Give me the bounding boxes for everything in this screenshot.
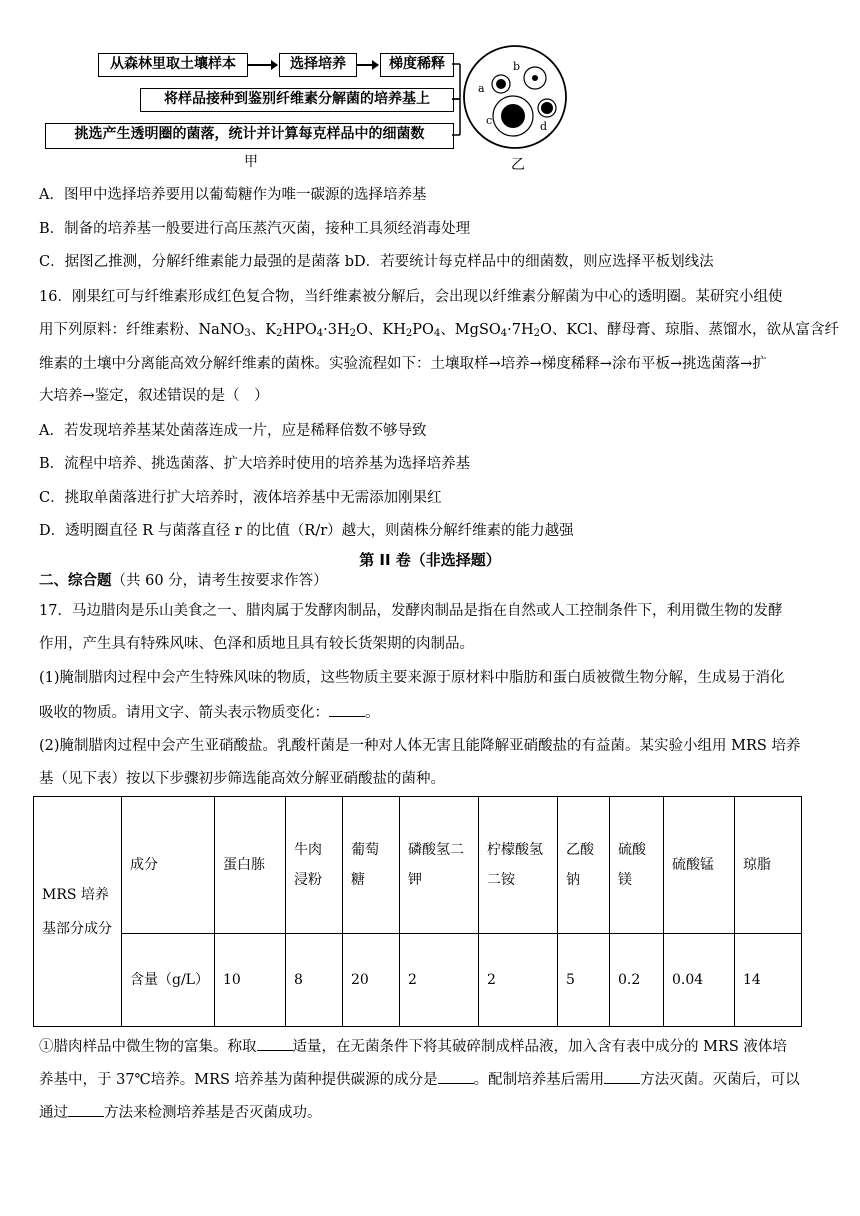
q17-step1-line3: 通过 方法来检测培养基是否灭菌成功。 <box>39 1102 829 1123</box>
answer-blank[interactable] <box>604 1069 640 1084</box>
q17-step1-line1: ①腊肉样品中微生物的富集。称取 适量，在无菌条件下将其破碎制成样品液，加入含有表中成分的 MRS 液体培 <box>39 1036 829 1057</box>
label-d: d <box>540 120 548 133</box>
table-label-amount: 含量（g/L） <box>122 934 215 1027</box>
q16-stem-line3: 维素的土壤中分离能高效分解纤维素的菌株。实验流程如下：土壤取样→培养→梯度稀释→涂布平板→挑选菌落→扩 <box>39 356 767 372</box>
q15-option-b: B．制备的培养基一般要进行高压蒸汽灭菌，接种工具须经消毒处理 <box>39 221 471 237</box>
section-title: 第 II 卷（非选择题） <box>359 551 501 569</box>
label-a: a <box>478 82 485 95</box>
table-cell: 2 <box>400 934 479 1027</box>
section-subtitle: 二、综合题（共 60 分，请考生按要求作答） <box>39 573 328 589</box>
table-cell: 琼脂 <box>735 797 802 934</box>
answer-blank[interactable] <box>438 1069 474 1084</box>
table-label-component: 成分 <box>122 797 215 934</box>
table-cell: 8 <box>286 934 343 1027</box>
q17-part2-line1: (2)腌制腊肉过程中会产生亚硝酸盐。乳酸杆菌是一种对人体无害且能降解亚硝酸盐的有益菌。某实验小组用 MRS 培养 <box>39 738 801 754</box>
table-cell: 乙酸钠 <box>558 797 610 934</box>
table-cell: 硫酸镁 <box>610 797 664 934</box>
table-cell: 20 <box>343 934 400 1027</box>
table-cell: 2 <box>479 934 558 1027</box>
q15-option-c-d: C．据图乙推测，分解纤维素能力最强的是菌落 bD．若要统计每克样品中的细菌数，则应选择平板划线法 <box>39 254 714 270</box>
answer-blank[interactable] <box>329 702 365 717</box>
q15-option-a: A．图甲中选择培养要用以葡萄糖作为唯一碳源的选择培养基 <box>39 187 427 203</box>
flow-box-inoculate: 将样品接种到鉴别纤维素分解菌的培养基上 <box>140 88 454 112</box>
flow-box-selective-culture: 选择培养 <box>279 53 357 77</box>
answer-blank[interactable] <box>68 1102 104 1117</box>
table-cell: 14 <box>735 934 802 1027</box>
q16-stem-line2: 用下列原料：纤维素粉、NaNO$_3$、$K_2HPO_4\cdot 3H_2O$、$KH_2PO_4$、$MgSO_4\cdot 7H_2O$、KCl、酵母膏、琼脂、蒸馏水，欲从富含纤 <box>39 322 840 339</box>
table-cell: 柠檬酸氢二铵 <box>479 797 558 934</box>
flow-connectors <box>0 0 470 160</box>
label-b: b <box>513 60 521 73</box>
answer-blank[interactable] <box>257 1036 293 1051</box>
table-cell: 0.04 <box>664 934 735 1027</box>
petri-dish-yi <box>460 40 580 160</box>
table-cell: 0.2 <box>610 934 664 1027</box>
table-cell: 蛋白胨 <box>215 797 286 934</box>
flow-box-soil-sample: 从森林里取土壤样本 <box>98 53 248 77</box>
label-c: c <box>486 114 493 127</box>
q16-stem-line1: 16．刚果红可与纤维素形成红色复合物，当纤维素被分解后，会出现以纤维素分解菌为中心的透明圈。某研究小组使 <box>39 289 783 305</box>
q16-option-d: D．透明圈直径 R 与菌落直径 r 的比值（R/r）越大，则菌株分解纤维素的能力越强 <box>39 523 574 539</box>
q17-stem-line1: 17．马边腊肉是乐山美食之一、腊肉属于发酵肉制品，发酵肉制品是指在自然或人工控制条件下，利用微生物的发酵 <box>39 603 783 619</box>
q16-stem-line4: 大培养→鉴定，叙述错误的是（ ） <box>39 388 269 404</box>
q17-part1-line2: 吸收的物质。请用文字、箭头表示物质变化： 。 <box>39 702 829 723</box>
table-cell: 10 <box>215 934 286 1027</box>
q17-part1-line1: (1)腌制腊肉过程中会产生特殊风味的物质，这些物质主要来源于原材料中脂肪和蛋白质被微生物分解，生成易于消化 <box>39 670 785 686</box>
q17-part2-line2: 基（见下表）按以下步骤初步筛选能高效分解亚硝酸盐的菌种。 <box>39 771 445 787</box>
table-cell: 磷酸氢二钾 <box>400 797 479 934</box>
caption-jia: 甲 <box>244 154 258 170</box>
q17-stem-line2: 作用，产生具有特殊风味、色泽和质地且具有较长货架期的肉制品。 <box>39 636 474 652</box>
flow-box-select-colonies: 挑选产生透明圈的菌落，统计并计算每克样品中的细菌数 <box>45 123 454 149</box>
q16-option-c: C．挑取单菌落进行扩大培养时，液体培养基中无需添加刚果红 <box>39 490 442 506</box>
flow-box-gradient-dilution: 梯度稀释 <box>380 53 454 77</box>
table-cell: 葡萄糖 <box>343 797 400 934</box>
q17-step1-line2: 养基中，于 37℃培养。MRS 培养基为菌种提供碳源的成分是 。配制培养基后需用 方法灭菌。灭菌后，可以 <box>39 1069 829 1090</box>
q16-option-a: A．若发现培养基某处菌落连成一片，应是稀释倍数不够导致 <box>39 423 427 439</box>
table-cell: 牛肉浸粉 <box>286 797 343 934</box>
caption-yi: 乙 <box>511 157 525 173</box>
table-cell: 5 <box>558 934 610 1027</box>
q16-option-b: B．流程中培养、挑选菌落、扩大培养时使用的培养基为选择培养基 <box>39 456 471 472</box>
table-row-header: MRS 培养基部分成分 <box>34 797 122 1027</box>
table-cell: 硫酸锰 <box>664 797 735 934</box>
mrs-table <box>33 796 802 1027</box>
